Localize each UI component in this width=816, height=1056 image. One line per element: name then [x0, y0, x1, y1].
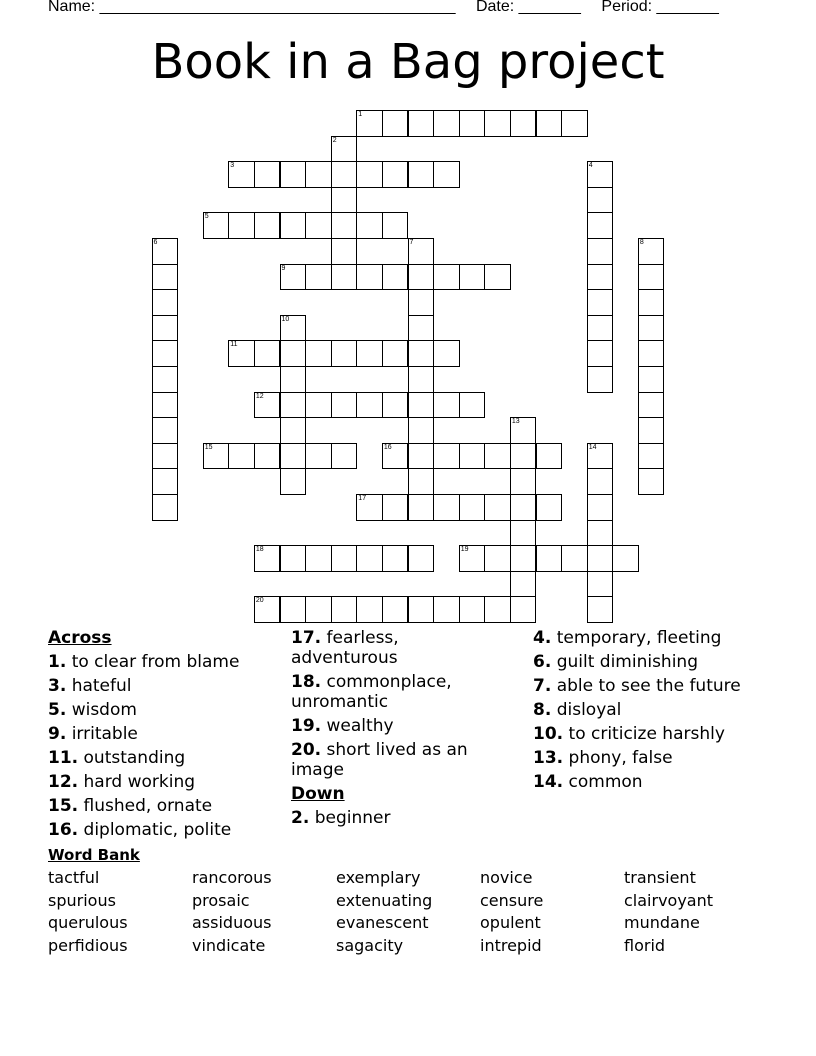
crossword-cell[interactable] — [382, 212, 409, 239]
crossword-cell[interactable] — [433, 596, 460, 623]
cell-number: 13 — [511, 418, 520, 426]
clue-text: beginner — [314, 808, 391, 828]
crossword-cell[interactable] — [459, 264, 486, 291]
crossword-cell[interactable] — [408, 417, 435, 444]
cell-number: 20 — [255, 597, 264, 605]
clue-text: hard working — [83, 772, 196, 792]
word-bank-word: censure — [480, 890, 544, 910]
crossword-cell[interactable] — [433, 494, 460, 521]
crossword-cell[interactable] — [305, 264, 332, 291]
crossword-cell[interactable] — [254, 596, 281, 623]
crossword-cell[interactable] — [459, 596, 486, 623]
crossword-cell[interactable] — [228, 340, 255, 367]
crossword-cell[interactable] — [280, 417, 307, 444]
crossword-cell[interactable] — [587, 571, 614, 598]
crossword-cell[interactable] — [433, 443, 460, 470]
clue-across-11 — [48, 748, 278, 768]
cell-number: 5 — [204, 213, 209, 221]
crossword-cell[interactable] — [484, 264, 511, 291]
crossword-cell[interactable] — [152, 443, 179, 470]
cell-number: 9 — [281, 264, 286, 272]
date-field[interactable]: Date: _______ — [475, 0, 581, 15]
clue-text: hateful — [71, 676, 132, 696]
word-bank-word: novice — [480, 868, 533, 887]
clue-number: 3. — [48, 676, 67, 696]
word-bank-word: exemplary — [336, 868, 421, 887]
crossword-cell[interactable] — [612, 545, 639, 572]
crossword-cell[interactable] — [280, 366, 307, 393]
crossword-cell[interactable] — [510, 417, 537, 444]
crossword-cell[interactable] — [152, 264, 179, 291]
clue-text: outstanding — [83, 748, 186, 768]
crossword-cell[interactable] — [638, 392, 665, 419]
crossword-cell[interactable] — [254, 161, 281, 188]
period-field[interactable]: Period: _______ — [601, 0, 719, 15]
crossword-cell[interactable] — [305, 340, 332, 367]
crossword-cell[interactable] — [587, 161, 614, 188]
crossword-cell[interactable] — [228, 161, 255, 188]
crossword-cell[interactable] — [331, 238, 358, 265]
crossword-cell[interactable] — [382, 110, 409, 137]
crossword-cell[interactable] — [587, 366, 614, 393]
word-bank-title: Word Bank — [48, 846, 140, 864]
clue-text: to clear from blame — [71, 652, 240, 672]
crossword-cell[interactable] — [408, 545, 435, 572]
down-heading: Down — [291, 784, 345, 804]
clue-across-20 — [291, 740, 491, 780]
crossword-cell[interactable] — [382, 161, 409, 188]
cell-number: 17 — [358, 495, 367, 502]
crossword-cell[interactable] — [587, 494, 614, 521]
clue-down-8 — [533, 700, 768, 720]
crossword-cell[interactable] — [152, 289, 179, 316]
crossword-cell[interactable] — [510, 110, 537, 137]
word-bank-word: vindicate — [192, 935, 266, 955]
clue-number: 7. — [533, 676, 552, 696]
cell-number: 19 — [460, 546, 469, 554]
crossword-cell[interactable] — [152, 238, 179, 265]
clue-number: 14. — [533, 772, 564, 792]
crossword-cell[interactable] — [305, 443, 332, 470]
word-bank-word: extenuating — [336, 890, 433, 910]
clue-number: 8. — [533, 700, 552, 720]
crossword-cell[interactable] — [280, 161, 307, 188]
clue-text: short lived as an image — [291, 740, 468, 780]
crossword-cell[interactable] — [305, 596, 332, 623]
name-field[interactable]: Name: ________________________________________ — [48, 0, 456, 15]
clue-down-4 — [533, 628, 768, 648]
crossword-cell[interactable] — [638, 417, 665, 444]
word-bank-word: prosaic — [192, 890, 250, 910]
crossword-cell[interactable] — [254, 212, 281, 239]
crossword-cell[interactable] — [408, 289, 435, 316]
clue-number: 16. — [48, 820, 79, 840]
clue-down-14 — [533, 772, 768, 792]
crossword-cell[interactable] — [280, 315, 307, 342]
crossword-cell[interactable] — [152, 392, 179, 419]
clues-column-3 — [533, 628, 768, 796]
cell-number: 14 — [588, 443, 597, 451]
crossword-cell[interactable] — [305, 392, 332, 419]
word-bank-word: perfidious — [48, 935, 128, 955]
crossword-cell[interactable] — [408, 238, 435, 265]
cell-number: 12 — [255, 392, 264, 400]
clue-across-3 — [48, 676, 278, 696]
cell-number: 6 — [153, 239, 158, 246]
clue-number: 15. — [48, 796, 79, 816]
clue-number: 4. — [533, 628, 552, 648]
crossword-cell[interactable] — [280, 212, 307, 239]
crossword-cell[interactable] — [280, 443, 307, 470]
clue-across-1 — [48, 652, 278, 672]
crossword-cell[interactable] — [587, 596, 614, 623]
clue-text: commonplace, unromantic — [291, 672, 452, 712]
cell-number: 18 — [255, 546, 264, 554]
crossword-cell[interactable] — [382, 443, 409, 470]
crossword-cell[interactable] — [305, 545, 332, 572]
crossword-cell[interactable] — [152, 366, 179, 393]
clue-text: able to see the future — [556, 676, 741, 696]
crossword-cell[interactable] — [587, 340, 614, 367]
crossword-cell[interactable] — [587, 520, 614, 547]
crossword-cell[interactable] — [331, 340, 358, 367]
crossword-cell[interactable] — [280, 340, 307, 367]
across-heading: Across — [48, 628, 112, 648]
clues-column-2 — [291, 628, 491, 832]
crossword-cell[interactable] — [331, 392, 358, 419]
crossword-cell[interactable] — [459, 494, 486, 521]
clues-column-1 — [48, 628, 278, 844]
crossword-cell[interactable] — [280, 596, 307, 623]
word-bank-word: clairvoyant — [624, 890, 714, 910]
crossword-cell[interactable] — [484, 545, 511, 572]
word-bank-word: transient — [624, 868, 696, 887]
clue-down-2 — [291, 808, 491, 828]
clue-number: 5. — [48, 700, 67, 720]
clue-text: guilt diminishing — [556, 652, 698, 672]
word-bank-word: florid — [624, 935, 666, 955]
clue-across-18 — [291, 672, 491, 712]
crossword-cell[interactable] — [408, 340, 435, 367]
crossword-cell[interactable] — [459, 392, 486, 419]
crossword-cell[interactable] — [152, 315, 179, 342]
crossword-cell[interactable] — [510, 468, 537, 495]
crossword-cell[interactable] — [587, 289, 614, 316]
crossword-cell[interactable] — [587, 238, 614, 265]
crossword-cell[interactable] — [510, 443, 537, 470]
crossword-cell[interactable] — [356, 340, 383, 367]
crossword-cell[interactable] — [484, 596, 511, 623]
crossword-cell[interactable] — [408, 264, 435, 291]
cell-number: 11 — [230, 341, 238, 349]
crossword-cell[interactable] — [510, 596, 537, 623]
clue-text: fearless, adventurous — [291, 628, 399, 668]
crossword-cell[interactable] — [638, 238, 665, 265]
crossword-cell[interactable] — [510, 545, 537, 572]
crossword-cell[interactable] — [587, 264, 614, 291]
crossword-cell[interactable] — [356, 212, 383, 239]
crossword-cell[interactable] — [408, 392, 435, 419]
crossword-cell[interactable] — [561, 545, 588, 572]
crossword-cell[interactable] — [356, 264, 383, 291]
crossword-cell[interactable] — [536, 443, 563, 470]
crossword-cell[interactable] — [433, 340, 460, 367]
crossword-cell[interactable] — [280, 392, 307, 419]
word-bank-word: querulous — [48, 913, 128, 932]
clue-number: 19. — [291, 716, 322, 736]
word-bank-word: assiduous — [192, 913, 272, 932]
cell-number: 4 — [588, 162, 593, 170]
clue-across-19 — [291, 716, 491, 736]
crossword-cell[interactable] — [408, 596, 435, 623]
clue-text: wisdom — [71, 700, 137, 720]
crossword-cell[interactable] — [536, 110, 563, 137]
cell-number: 16 — [383, 443, 392, 451]
crossword-cell[interactable] — [536, 545, 563, 572]
word-bank-word: tactful — [48, 868, 100, 887]
crossword-cell[interactable] — [408, 366, 435, 393]
crossword-cell[interactable] — [484, 443, 511, 470]
crossword-cell[interactable] — [484, 110, 511, 137]
clue-down-7 — [533, 676, 768, 696]
crossword-cell[interactable] — [638, 289, 665, 316]
crossword-cell[interactable] — [382, 264, 409, 291]
crossword-cell[interactable] — [152, 417, 179, 444]
crossword-cell[interactable] — [203, 443, 230, 470]
clue-number: 11. — [48, 748, 79, 768]
crossword-cell[interactable] — [152, 340, 179, 367]
cell-number: 3 — [230, 162, 235, 170]
crossword-cell[interactable] — [587, 315, 614, 342]
crossword-cell[interactable] — [331, 136, 358, 163]
clue-down-13 — [533, 748, 768, 768]
crossword-cell[interactable] — [356, 545, 383, 572]
clue-across-12 — [48, 772, 278, 792]
crossword-cell[interactable] — [638, 340, 665, 367]
page-title: Book in a Bag project — [151, 34, 665, 90]
word-bank-word: opulent — [480, 913, 541, 932]
crossword-cell[interactable] — [408, 110, 435, 137]
clue-across-17 — [291, 628, 491, 668]
crossword-cell[interactable] — [433, 392, 460, 419]
crossword-cell[interactable] — [331, 596, 358, 623]
crossword-cell[interactable] — [459, 545, 486, 572]
crossword-cell[interactable] — [484, 494, 511, 521]
crossword-cell[interactable] — [331, 443, 358, 470]
crossword-cell[interactable] — [152, 494, 179, 521]
crossword-cell[interactable] — [408, 468, 435, 495]
word-bank-word: intrepid — [480, 935, 542, 955]
clue-number: 12. — [48, 772, 79, 792]
clue-number: 17. — [291, 628, 322, 648]
crossword-cell[interactable] — [356, 596, 383, 623]
word-bank-word: sagacity — [336, 935, 404, 955]
crossword-cell[interactable] — [331, 212, 358, 239]
clue-text: diplomatic, polite — [83, 820, 232, 840]
crossword-cell[interactable] — [408, 494, 435, 521]
crossword-cell[interactable] — [561, 110, 588, 137]
crossword-cell[interactable] — [638, 443, 665, 470]
clue-across-9 — [48, 724, 278, 744]
crossword-cell[interactable] — [433, 110, 460, 137]
crossword-cell[interactable] — [433, 264, 460, 291]
word-bank-word: mundane — [624, 913, 700, 932]
crossword-cell[interactable] — [356, 161, 383, 188]
crossword-cell[interactable] — [638, 315, 665, 342]
clue-across-5 — [48, 700, 278, 720]
crossword-cell[interactable] — [228, 212, 255, 239]
crossword-cell[interactable] — [254, 392, 281, 419]
clue-number: 1. — [48, 652, 67, 672]
cell-number: 1 — [358, 111, 363, 118]
crossword-cell[interactable] — [203, 212, 230, 239]
clue-across-15 — [48, 796, 278, 816]
crossword-cell[interactable] — [356, 494, 383, 521]
crossword-cell[interactable] — [382, 340, 409, 367]
cell-number: 8 — [639, 239, 644, 246]
crossword-cell[interactable] — [305, 212, 332, 239]
crossword-cell[interactable] — [536, 494, 563, 521]
clue-number: 2. — [291, 808, 310, 828]
clue-text: irritable — [71, 724, 138, 744]
crossword-cell[interactable] — [254, 340, 281, 367]
cell-number: 2 — [332, 136, 337, 144]
crossword-cell[interactable] — [587, 443, 614, 470]
clue-text: wealthy — [326, 716, 394, 736]
crossword-cell[interactable] — [331, 545, 358, 572]
crossword-cell[interactable] — [152, 468, 179, 495]
crossword-cell[interactable] — [280, 545, 307, 572]
clue-number: 13. — [533, 748, 564, 768]
crossword-cell[interactable] — [331, 264, 358, 291]
crossword-cell[interactable] — [280, 468, 307, 495]
clue-text: flushed, ornate — [83, 796, 213, 816]
clue-number: 10. — [533, 724, 564, 744]
crossword-cell[interactable] — [382, 392, 409, 419]
clue-number: 6. — [533, 652, 552, 672]
clue-text: to criticize harshly — [568, 724, 725, 744]
word-bank-word: spurious — [48, 890, 116, 910]
cell-number: 7 — [409, 239, 414, 246]
cell-number: 15 — [204, 443, 213, 451]
crossword-cell[interactable] — [638, 366, 665, 393]
crossword-cell[interactable] — [331, 187, 358, 214]
crossword-cell[interactable] — [331, 161, 358, 188]
clue-text: disloyal — [556, 700, 622, 720]
crossword-cell[interactable] — [356, 392, 383, 419]
crossword-cell[interactable] — [408, 161, 435, 188]
crossword-cell[interactable] — [280, 264, 307, 291]
clue-down-6 — [533, 652, 768, 672]
clue-across-16 — [48, 820, 278, 840]
crossword-cell[interactable] — [254, 545, 281, 572]
crossword-cell[interactable] — [305, 161, 332, 188]
crossword-cell[interactable] — [459, 110, 486, 137]
cell-number: 10 — [281, 315, 290, 323]
clue-text: phony, false — [568, 748, 673, 768]
crossword-cell[interactable] — [382, 545, 409, 572]
crossword-cell[interactable] — [638, 264, 665, 291]
crossword-cell[interactable] — [587, 468, 614, 495]
crossword-cell[interactable] — [382, 494, 409, 521]
crossword-cell[interactable] — [587, 187, 614, 214]
crossword-cell[interactable] — [510, 494, 537, 521]
crossword-cell[interactable] — [408, 315, 435, 342]
word-bank-word: evanescent — [336, 913, 429, 932]
crossword-cell[interactable] — [638, 468, 665, 495]
clue-down-10 — [533, 724, 768, 744]
crossword-cell[interactable] — [587, 545, 614, 572]
crossword-cell[interactable] — [382, 596, 409, 623]
crossword-cell[interactable] — [510, 520, 537, 547]
word-bank-word: rancorous — [192, 868, 272, 887]
crossword-cell[interactable] — [356, 110, 383, 137]
clue-number: 9. — [48, 724, 67, 744]
crossword-cell[interactable] — [587, 212, 614, 239]
word-bank — [48, 868, 768, 958]
clue-number: 18. — [291, 672, 322, 692]
crossword-cell[interactable] — [510, 571, 537, 598]
crossword-cell[interactable] — [254, 443, 281, 470]
crossword-cell[interactable] — [228, 443, 255, 470]
crossword-cell[interactable] — [433, 161, 460, 188]
crossword-cell[interactable] — [408, 443, 435, 470]
clue-text: common — [568, 772, 643, 792]
clue-number: 20. — [291, 740, 322, 760]
crossword-cell[interactable] — [459, 443, 486, 470]
clue-text: temporary, fleeting — [556, 628, 722, 648]
